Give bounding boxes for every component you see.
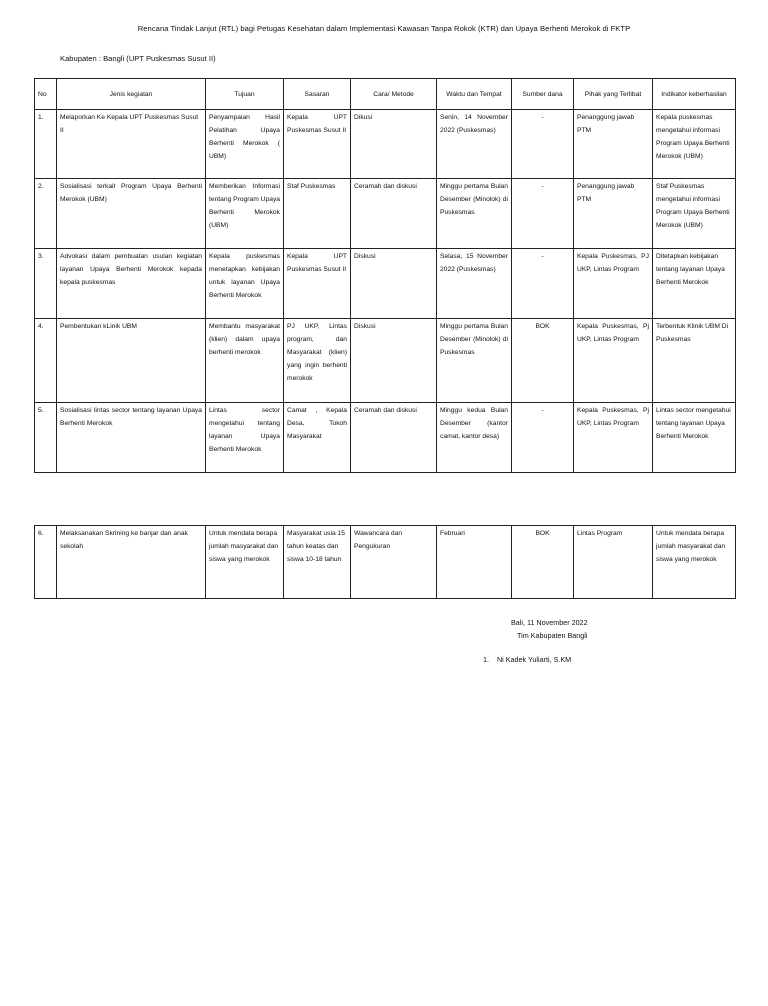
cell-waktu: Minggu pertama Bulan Desember (Minolok) di Puskesmas	[437, 179, 512, 249]
header-sasaran: Sasaran	[284, 79, 351, 110]
cell-indikator: Untuk mendata berapa jumlah masyarakat dan siswa yang merokok	[653, 526, 736, 599]
cell-jenis: Melaksanakan Skrining ke banjar dan anak sekolah	[57, 526, 206, 599]
cell-no: 3.	[35, 249, 57, 319]
header-cara-metode: Cara/ Metode	[351, 79, 437, 110]
cell-indikator: Terbentuk Klinik UBM Di Puskesmas	[653, 319, 736, 403]
cell-tujuan: Memberikan Informasi tentang Program Upaya Berhenti Merokok (UBM)	[206, 179, 284, 249]
cell-waktu: Senin, 14 November 2022 (Puskesmas)	[437, 110, 512, 179]
cell-tujuan: Membantu masyarakat (klien) dalam upaya berhenti merokok	[206, 319, 284, 403]
cell-indikator: Ditetapkan kebijakan tentang layanan Upaya Berhenti Merokok	[653, 249, 736, 319]
cell-cara: Ceramah dan diskusi	[351, 179, 437, 249]
rtl-table	[34, 78, 736, 473]
cell-dana: -	[512, 179, 574, 249]
cell-tujuan: Untuk mendata berapa jumlah masyarakat dan siswa yang merokok	[206, 526, 284, 599]
cell-no: 1.	[35, 110, 57, 179]
cell-jenis: Melaporkan Ke Kepala UPT Puskesmas Susut II	[57, 110, 206, 179]
cell-sasaran: PJ UKP, Lintas program, dan Masyarakat (klien) yang ingin berhenti merokok	[284, 319, 351, 403]
cell-no: 6.	[35, 526, 57, 599]
cell-waktu: Februari	[437, 526, 512, 599]
table-row	[35, 249, 736, 319]
cell-no: 2.	[35, 179, 57, 249]
table-row	[35, 526, 736, 599]
cell-cara: Diskusi	[351, 249, 437, 319]
cell-cara: Ceramah dan diskusi	[351, 403, 437, 473]
header-jenis-kegiatan: Jenis kegiatan	[57, 79, 206, 110]
cell-tujuan: Lintas sector mengetahui tentang layanan Upaya Berhenti Merokok	[206, 403, 284, 473]
cell-pihak: Penanggung jawab PTM	[574, 179, 653, 249]
cell-sasaran: Kepala UPT Puskesmas Susut II	[284, 110, 351, 179]
cell-pihak: Penanggung jawab PTM	[574, 110, 653, 179]
cell-sasaran: Masyarakat usia 15 tahun keatas dan siswa 10-18 tahun	[284, 526, 351, 599]
cell-no: 4.	[35, 319, 57, 403]
cell-tujuan: Penyampaian Hasil Pelatihan Upaya Berhenti Merokok ( UBM)	[206, 110, 284, 179]
document-title: Rencana Tindak Lanjut (RTL) bagi Petugas Kesehatan dalam Implementasi Kawasan Tanpa Rokok (KTR) dan Upaya Berhenti Merokok di FKTP	[137, 24, 631, 33]
cell-cara: Wawancara dan Pengukuran	[351, 526, 437, 599]
cell-dana: -	[512, 403, 574, 473]
cell-indikator: Kepala puskesmas mengetahui informasi Program Upaya Berhenti Merokok (UBM)	[653, 110, 736, 179]
cell-tujuan: Kepala puskesmas menetapkan kebijakan untuk layanan Upaya Berhenti Merokok	[206, 249, 284, 319]
cell-cara: Diskusi	[351, 319, 437, 403]
header-no: No	[35, 79, 57, 110]
table-row	[35, 110, 736, 179]
cell-pihak: Lintas Program	[574, 526, 653, 599]
header-tujuan: Tujuan	[206, 79, 284, 110]
header-indikator: Indikator keberhasilan	[653, 79, 736, 110]
cell-jenis: Sosialisasi lintas sector tentang layanan Upaya Berhenti Merokok	[57, 403, 206, 473]
cell-dana: -	[512, 110, 574, 179]
kabupaten-label: Kabupaten : Bangli (UPT Puskesmas Susut II)	[60, 54, 216, 63]
cell-jenis: Advokasi dalam pembuatan usulan kegiatan layanan Upaya Berhenti Merokok kepada kepala puskesmas	[57, 249, 206, 319]
cell-sasaran: Camat , Kepala Desa, Tokoh Masyarakat	[284, 403, 351, 473]
cell-sasaran: Kepala UPT Puskesmas Susut II	[284, 249, 351, 319]
header-waktu-tempat: Waktu dan Tempat	[437, 79, 512, 110]
table-row	[35, 403, 736, 473]
signature-member: 1. Ni Kadek Yuliarti, S.KM	[483, 655, 572, 664]
header-pihak-terlibat: Pihak yang Terlibat	[574, 79, 653, 110]
table-row	[35, 179, 736, 249]
table-row	[35, 319, 736, 403]
signature-team: Tim Kabupaten Bangli	[517, 631, 588, 640]
cell-dana: -	[512, 249, 574, 319]
cell-cara: Dikusi	[351, 110, 437, 179]
cell-jenis: Pembentukan kLinik UBM	[57, 319, 206, 403]
cell-dana: BOK	[512, 319, 574, 403]
signature-place-date: Bali, 11 November 2022	[511, 618, 588, 627]
rtl-table-continued	[34, 525, 736, 599]
cell-waktu: Selasa, 15 November 2022 (Puskesmas)	[437, 249, 512, 319]
header-sumber-dana: Sumber dana	[512, 79, 574, 110]
table-header-row	[35, 79, 736, 110]
cell-dana: BOK	[512, 526, 574, 599]
cell-pihak: Kepala Puskesmas, PJ UKP, Lintas Program	[574, 249, 653, 319]
cell-indikator: Staf Puskesmas mengetahui informasi Program Upaya Berhenti Merokok (UBM)	[653, 179, 736, 249]
cell-sasaran: Staf Puskesmas	[284, 179, 351, 249]
cell-pihak: Kepala Puskesmas, Pj UKP, Lintas Program	[574, 403, 653, 473]
cell-jenis: Sosialisasi terkait Program Upaya Berhenti Merokok (UBM)	[57, 179, 206, 249]
cell-waktu: Minggu pertama Bulan Desember (Minolok) di Puskesmas	[437, 319, 512, 403]
cell-waktu: Minggu kedua Bulan Desember (kantor camat, kantor desa)	[437, 403, 512, 473]
cell-no: 5.	[35, 403, 57, 473]
cell-indikator: Lintas sector mengetahui tentang layanan Upaya Berhenti Merokok	[653, 403, 736, 473]
cell-pihak: Kepala Puskesmas, Pj UKP, Lintas Program	[574, 319, 653, 403]
